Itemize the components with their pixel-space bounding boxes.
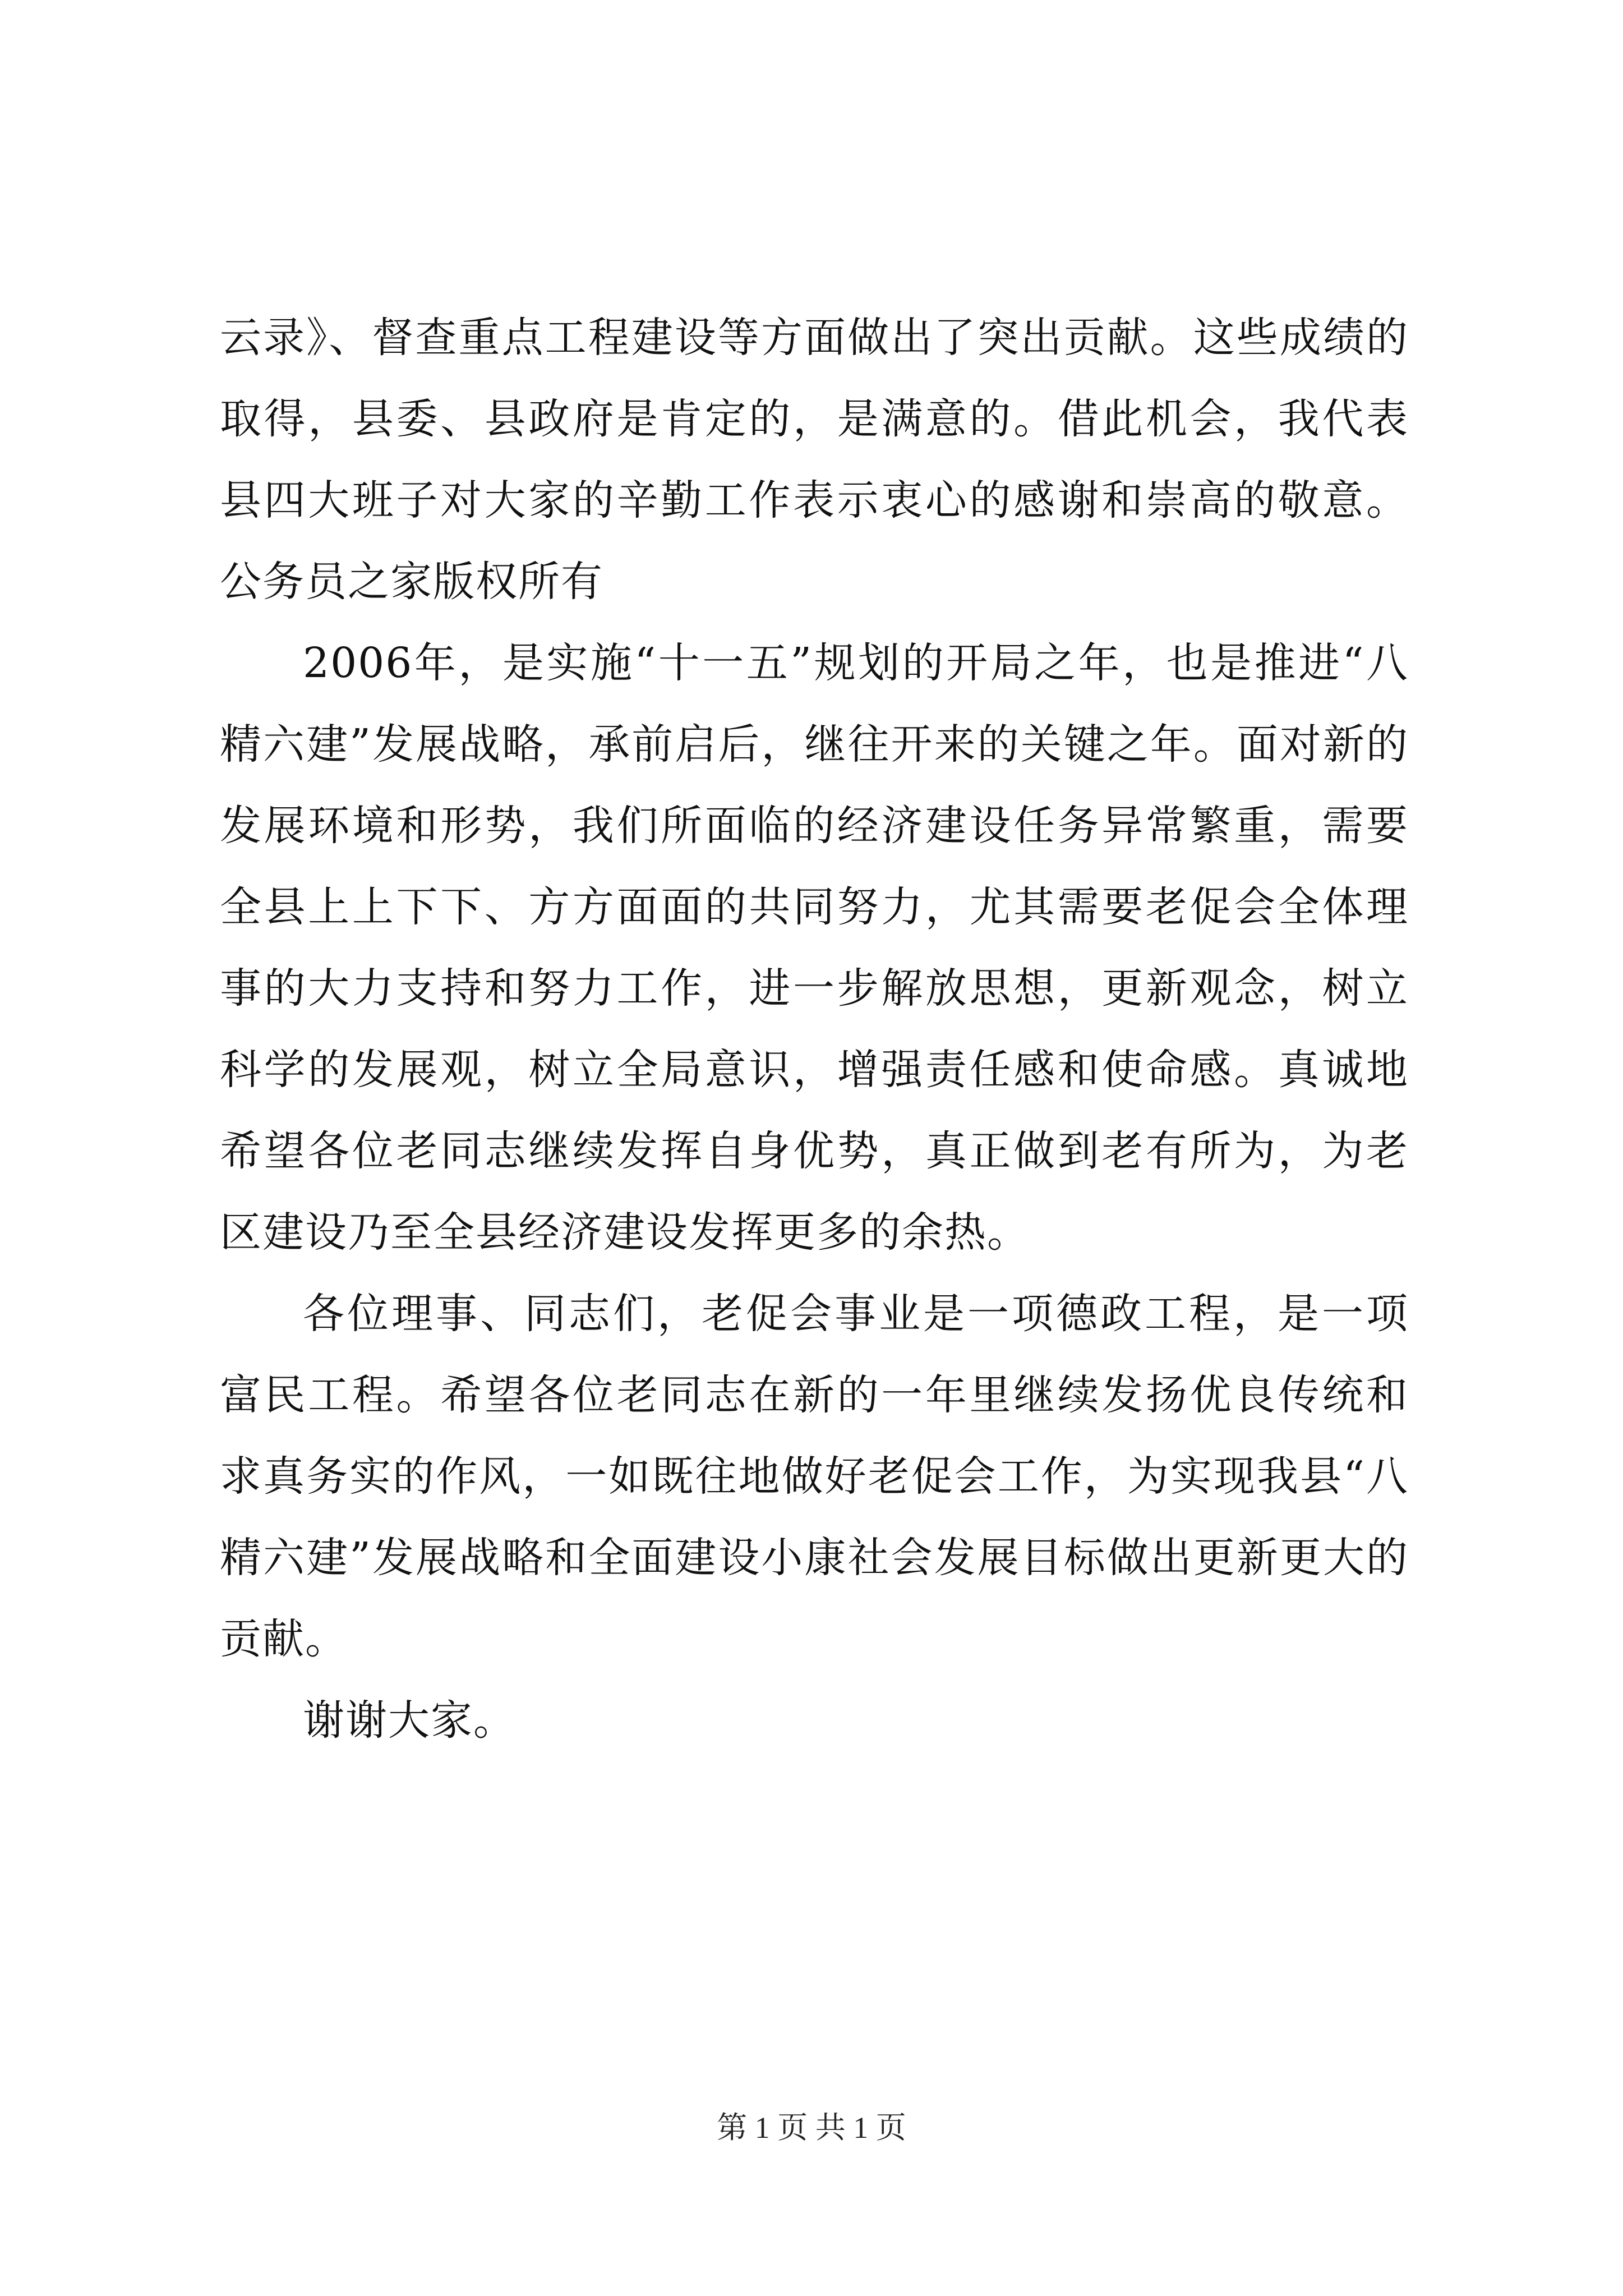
paragraph-2: 2006年，是实施“十一五”规划的开局之年，也是推进“八精六建”发展战略，承前启后，继往开来的关键之年。面对新的发展环境和形势，我们所面临的经济建设任务异常繁重，需要全县上上下下、方方面面的共同努力，尤其需要老促会全体理事的大力支持和努力工作，进一步解放思想，更新观念，树立科学的发展观，树立全局意识，增强责任感和使命感。真诚地希望各位老同志继续发挥自身优势，真正做到老有所为，为老区建设乃至全县经济建设发挥更多的余热。 xyxy=(220,639,1409,1257)
page-footer: 第 1 页 共 1 页 xyxy=(717,2111,906,2145)
paragraph-4: 谢谢大家。 xyxy=(303,1696,516,1745)
document-body xyxy=(220,297,1409,1761)
paragraph-1: 云录》、督查重点工程建设等方面做出了突出贡献。这些成绩的取得，县委、县政府是肯定的，是满意的。借此机会，我代表县四大班子对大家的辛勤工作表示衷心的感谢和崇高的敬意。公务员之家版权所有 xyxy=(220,314,1409,606)
paragraph-3: 各位理事、同志们，老促会事业是一项德政工程，是一项富民工程。希望各位老同志在新的一年里继续发扬优良传统和求真务实的作风，一如既往地做好老促会工作，为实现我县“八精六建”发展战略和全面建设小康社会发展目标做出更新更大的贡献。 xyxy=(220,1290,1409,1663)
